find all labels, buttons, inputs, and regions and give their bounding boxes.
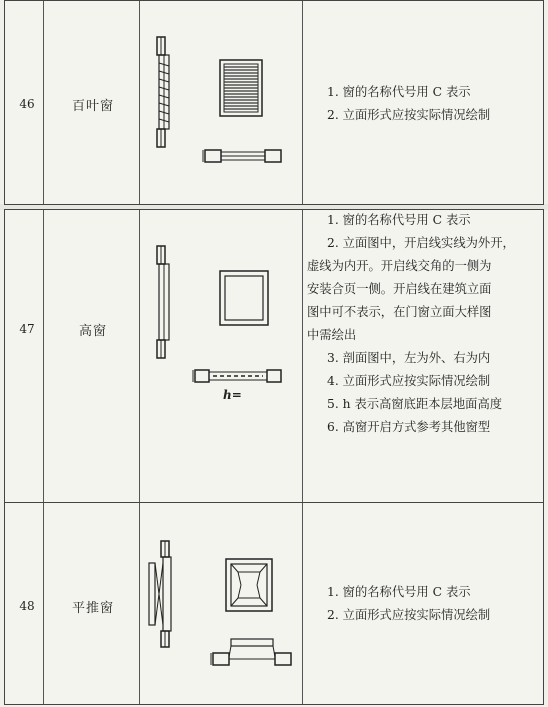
table-row-47	[4, 209, 544, 502]
note-line: 4. 立面形式应按实际情况绘制	[327, 374, 491, 388]
column-divider	[302, 503, 303, 704]
high-window-section-icon	[155, 246, 177, 358]
note-line: 中需绘出	[307, 328, 357, 342]
note-line: 5. h 表示高窗底距本层地面高度	[327, 397, 503, 411]
column-divider	[302, 210, 303, 502]
column-divider	[43, 210, 44, 502]
louver-window-elevation-icon	[219, 59, 263, 117]
note-line: 2. 立面形式应按实际情况绘制	[327, 608, 491, 622]
window-type-name: 平推窗	[71, 601, 114, 616]
note-line: 6. 高窗开启方式参考其他窗型	[327, 420, 491, 434]
table-row-48	[4, 502, 544, 705]
table-row-46	[4, 0, 544, 205]
window-type-name: 百叶窗	[71, 99, 114, 114]
notes	[307, 81, 543, 127]
note-line: 安装合页一侧。开启线在建筑立面	[307, 282, 492, 296]
row-number: 48	[19, 599, 35, 613]
column-divider	[302, 1, 303, 204]
note-line: 1. 窗的名称代号用 C 表示	[327, 585, 471, 599]
louver-window-plan-icon	[195, 146, 285, 166]
parallel-push-window-section-icon	[145, 541, 181, 647]
high-window-plan-icon	[185, 365, 289, 387]
note-line: 2. 立面形式应按实际情况绘制	[327, 108, 491, 122]
row-number: 47	[19, 322, 35, 336]
note-line: 虚线为内开。开启线交角的一侧为	[307, 259, 492, 273]
louver-window-section-icon	[155, 37, 177, 147]
notes	[307, 581, 543, 627]
high-window-elevation-icon	[219, 270, 269, 326]
note-line: 图中可不表示，在门窗立面大样图	[307, 305, 492, 319]
note-line: 1. 窗的名称代号用 C 表示	[327, 213, 471, 227]
row-number: 46	[19, 97, 35, 111]
parallel-push-window-plan-icon	[205, 635, 299, 671]
note-line: 3. 剖面图中，左为外、右为内	[327, 351, 491, 365]
parallel-push-window-elevation-icon	[225, 558, 273, 612]
notes	[307, 209, 543, 439]
column-divider	[139, 210, 140, 502]
note-line: 1. 窗的名称代号用 C 表示	[327, 85, 471, 99]
window-type-name: 高窗	[78, 324, 107, 339]
note-line: 2. 立面图中，开启线实线为外开，	[327, 236, 515, 250]
height-label: h=	[223, 388, 242, 402]
